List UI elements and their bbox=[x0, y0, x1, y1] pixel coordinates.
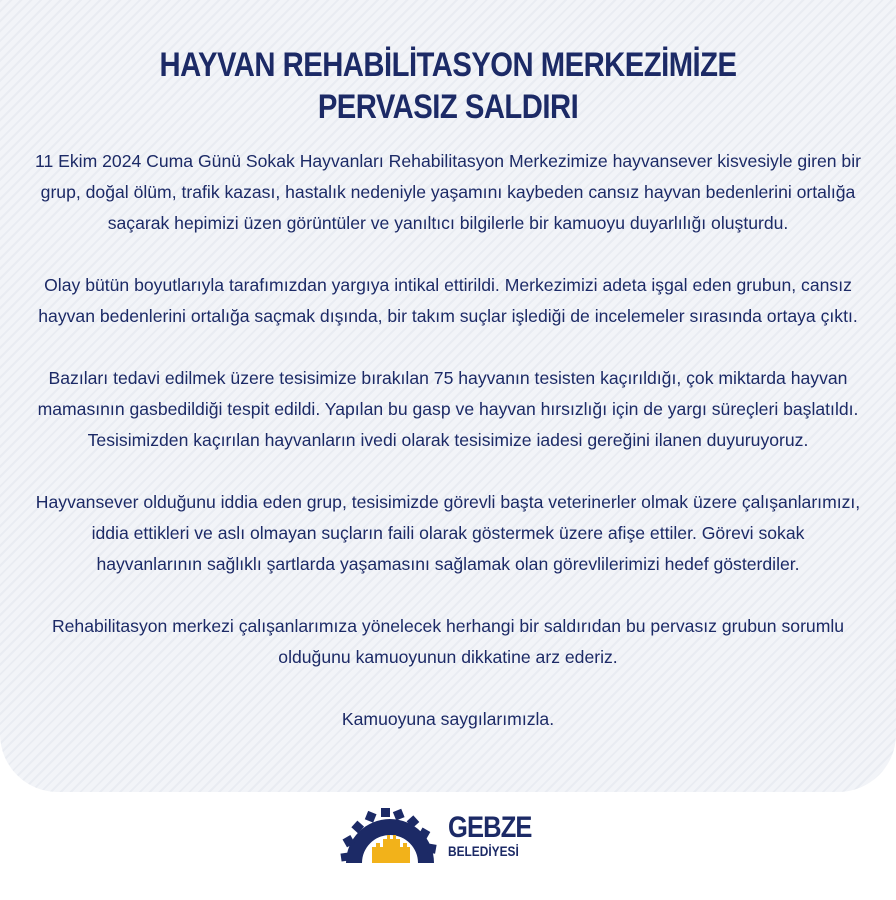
page-title bbox=[63, 44, 834, 128]
gebze-belediyesi-logo bbox=[338, 803, 568, 867]
paragraph bbox=[14, 611, 882, 673]
paragraph bbox=[14, 487, 882, 580]
paragraph bbox=[14, 270, 882, 332]
logo-subtitle: BELEDİYESİ bbox=[448, 843, 519, 859]
text-line: Rehabilitasyon merkezi çalışanlarımıza yönelecek herhangi bir saldırıdan bu pervasız grubun sorumlu bbox=[51, 616, 845, 636]
text-line: 11 Ekim 2024 Cuma Günü Sokak Hayvanları Rehabilitasyon Merkezimize hayvansever kisvesiyle giren bir bbox=[35, 151, 861, 171]
gear-castle-icon bbox=[338, 803, 442, 867]
text-line: Tesisimizden kaçırılan hayvanların ivedi olarak tesisimize iadesi gereğini ilanen duyuruyoruz. bbox=[87, 430, 809, 450]
paragraph bbox=[14, 146, 882, 239]
text-line: grup, doğal ölüm, trafik kazası, hastalık nedeniyle yaşamını kaybeden cansız hayvan bedenlerini ortalığa bbox=[40, 182, 856, 202]
text-line: Kamuoyuna saygılarımızla. bbox=[341, 709, 555, 729]
title-line: PERVASIZ SALDIRI bbox=[317, 88, 579, 126]
text-line: hayvanlarının sağlıklı şartlarda yaşamasını sağlamak olan görevlilerimizi hedef gösterdiler. bbox=[96, 554, 800, 574]
text-line: Olay bütün boyutlarıyla tarafımızdan yargıya intikal ettirildi. Merkezimizi adeta işgal eden grubun, cansız bbox=[44, 275, 852, 295]
text-line: Bazıları tedavi edilmek üzere tesisimize bırakılan 75 hayvanın tesisten kaçırıldığı, çok miktarda hayvan bbox=[48, 368, 848, 388]
announcement-body bbox=[14, 146, 882, 766]
text-line: saçarak hepimizi üzen görüntüler ve yanıltıcı bilgilerle bir kamuoyu duyarlılığı oluşturdu. bbox=[107, 213, 789, 233]
text-line: Hayvansever olduğunu iddia eden grup, tesisimizde görevli başta veterinerler olmak üzere çalışanlarımızı, bbox=[35, 492, 861, 512]
text-line: olduğunu kamuoyunun dikkatine arz ederiz. bbox=[278, 647, 618, 667]
closing-line bbox=[14, 704, 882, 735]
paragraph bbox=[14, 363, 882, 456]
title-line: HAYVAN REHABİLİTASYON MERKEZİMİZE bbox=[159, 46, 737, 84]
text-line: hayvan bedenlerini ortalığa saçmak dışında, bir takım suçlar işlediği de incelemeler sırasında ortaya çıktı. bbox=[38, 306, 858, 326]
logo-name: GEBZE bbox=[448, 811, 532, 844]
text-line: iddia ettikleri ve aslı olmayan suçların faili olarak göstermek üzere afişe ettiler. Görevi sokak bbox=[91, 523, 805, 543]
text-line: mamasının gasbedildiği tespit edildi. Yapılan bu gasp ve hayvan hırsızlığı için de yargı süreçleri başlatıldı. bbox=[37, 399, 859, 419]
